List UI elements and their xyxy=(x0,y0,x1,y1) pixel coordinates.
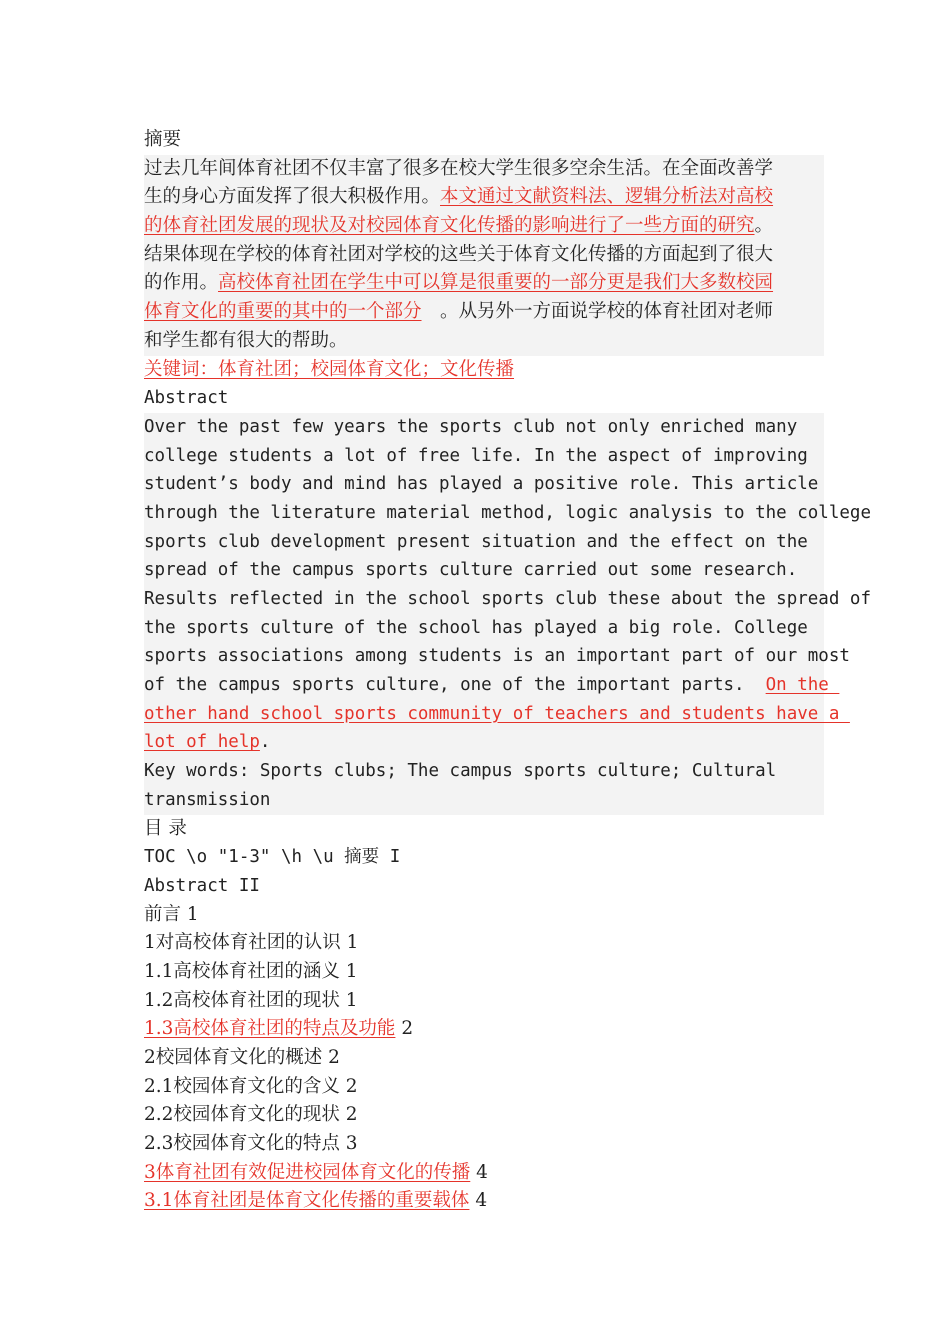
abstract-cn-line: 和学生都有很大的帮助。 xyxy=(144,327,824,356)
abstract-cn-line: 结果体现在学校的体育社团对学校的这些关于体育文化传播的方面起到了很大 xyxy=(144,241,824,270)
abstract-cn-line: 的作用。高校体育社团在学生中可以算是很重要的一部分更是我们大多数校园 xyxy=(144,269,824,298)
highlighted-text: 3体育社团有效促进校园体育文化的传播 xyxy=(144,1161,471,1183)
toc-item[interactable]: 3体育社团有效促进校园体育文化的传播 4 xyxy=(144,1161,488,1183)
highlighted-text: 本文通过文献资料法、逻辑分析法对高校 xyxy=(440,186,774,208)
keywords-en: Key words: Sports clubs; The campus sports culture; Cultural xyxy=(144,757,824,786)
toc-item[interactable]: Abstract II xyxy=(144,875,260,896)
abstract-en-line: of the campus sports culture, one of the important parts. On the xyxy=(144,671,824,700)
toc-item[interactable]: 2.3校园体育文化的特点 3 xyxy=(144,1133,358,1155)
abstract-en-line: student’s body and mind has played a positive role. This article xyxy=(144,470,824,499)
keywords-en: transmission xyxy=(144,786,824,815)
highlighted-text: 高校体育社团在学生中可以算是很重要的一部分更是我们大多数校园 xyxy=(218,272,774,294)
abstract-en-line: sports club development present situation and the effect on the xyxy=(144,528,824,557)
keywords-cn: 关键词：体育社团；校园体育文化；文化传播 xyxy=(144,358,515,380)
toc-item[interactable]: 2校园体育文化的概述 2 xyxy=(144,1047,340,1068)
abstract-en-line: spread of the campus sports culture carried out some research. xyxy=(144,556,824,585)
document-page xyxy=(144,126,871,1216)
highlighted-text: 1.3高校体育社团的特点及功能 xyxy=(144,1018,396,1040)
highlighted-text: lot of help xyxy=(144,732,260,753)
abstract-en-line: Results reflected in the school sports club these about the spread of xyxy=(144,585,824,614)
abstract-cn-line: 的体育社团发展的现状及对校园体育文化传播的影响进行了一些方面的研究。 xyxy=(144,212,824,241)
highlighted-text: 的体育社团发展的现状及对校园体育文化传播的影响进行了一些方面的研究 xyxy=(144,215,755,237)
toc-item[interactable]: 1.3高校体育社团的特点及功能 2 xyxy=(144,1018,414,1040)
highlighted-text: 体育文化的重要的其中的一个部分 xyxy=(144,301,422,323)
toc-item[interactable]: 前言 1 xyxy=(144,903,199,925)
toc-item[interactable]: 1.1高校体育社团的涵义 1 xyxy=(144,960,358,982)
toc-item[interactable]: 1.2高校体育社团的现状 1 xyxy=(144,989,358,1011)
abstract-en-title: Abstract xyxy=(144,388,229,409)
abstract-cn-line: 生的身心方面发挥了很大积极作用。本文通过文献资料法、逻辑分析法对高校 xyxy=(144,183,824,212)
abstract-en-line: college students a lot of free life. In the aspect of improving xyxy=(144,442,824,471)
abstract-en-line: through the literature material method, logic analysis to the college xyxy=(144,499,824,528)
abstract-cn-line: 体育文化的重要的其中的一个部分 。从另外一方面说学校的体育社团对老师 xyxy=(144,298,824,327)
highlighted-text: On the xyxy=(765,675,840,696)
abstract-cn-line: 过去几年间体育社团不仅丰富了很多在校大学生很多空余生活。在全面改善学 xyxy=(144,155,824,184)
abstract-en-line: Over the past few years the sports club not only enriched many xyxy=(144,413,824,442)
abstract-cn-title: 摘要 xyxy=(144,129,182,150)
abstract-en-line: lot of help. xyxy=(144,728,824,757)
abstract-en-line xyxy=(144,700,850,729)
highlighted-text: other hand school sports community of teachers and students have a xyxy=(144,703,850,724)
abstract-en-line: sports associations among students is an important part of our most xyxy=(144,642,824,671)
toc-item[interactable]: 2.1校园体育文化的含义 2 xyxy=(144,1075,358,1097)
toc-item[interactable]: 3.1体育社团是体育文化传播的重要载体 4 xyxy=(144,1190,488,1212)
highlighted-text: 3.1体育社团是体育文化传播的重要载体 xyxy=(144,1190,470,1212)
toc-title: 目 录 xyxy=(144,817,187,839)
toc-field-code: TOC \o "1-3" \h \u 摘要 I xyxy=(144,847,401,868)
toc-item[interactable]: 2.2校园体育文化的现状 2 xyxy=(144,1104,358,1126)
toc-item[interactable]: 1对高校体育社团的认识 1 xyxy=(144,932,359,954)
toc-list xyxy=(144,872,824,1216)
abstract-en-line: the sports culture of the school has played a big role. College xyxy=(144,614,824,643)
